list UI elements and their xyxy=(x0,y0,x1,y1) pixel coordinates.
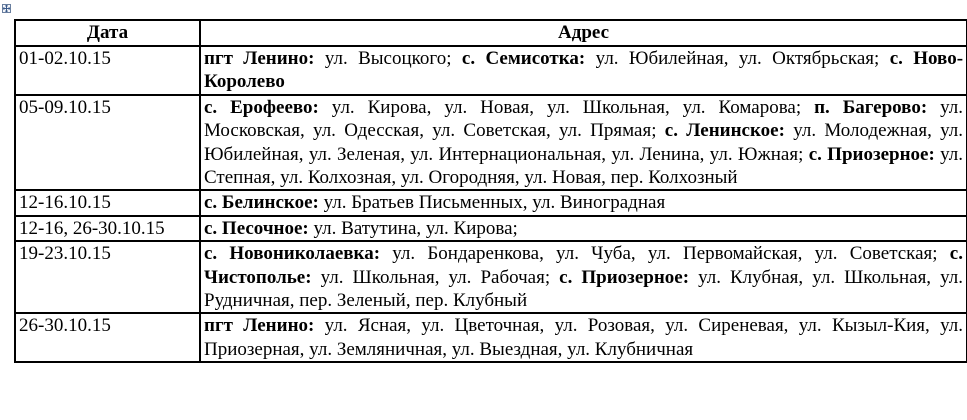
settlement-name: пгт Ленино: xyxy=(204,315,315,337)
date-cell: 05-09.10.15 xyxy=(15,95,200,191)
date-cell: 12-16, 26-30.10.15 xyxy=(15,216,200,241)
settlement-name: с. Приозерное: xyxy=(808,143,935,165)
settlement-name: с. Белинское: xyxy=(204,192,319,214)
street-list: ул. Высоцкого; xyxy=(314,48,462,69)
table-row xyxy=(15,241,967,313)
table-header-row xyxy=(15,20,967,46)
settlement-name: с. Ерофеево: xyxy=(204,96,319,118)
schedule-table xyxy=(14,19,967,363)
settlement-name: с. Приозерное: xyxy=(559,266,690,288)
table-row xyxy=(15,95,967,191)
address-cell xyxy=(200,190,967,215)
settlement-name: с. Семисотка: xyxy=(461,48,586,69)
header-date: Дата xyxy=(15,20,200,46)
street-list: ул. Молодежная, ул. Юбилейная, ул. Зеленая, ул. Интернациональная, ул. Ленина, ул. Южная; xyxy=(204,120,963,165)
address-cell xyxy=(200,216,967,241)
street-list: ул. Кирова, ул. Новая, ул. Школьная, ул. Комарова; xyxy=(318,96,815,118)
street-list: ул. Ясная, ул. Цветочная, ул. Розовая, ул. Сиреневая, ул. Кызыл-Кия, ул. Приозерная, ул. Земляничная, ул. Выездная, ул. Клубничная xyxy=(204,315,963,360)
date-cell: 26-30.10.15 xyxy=(15,313,200,362)
address-cell xyxy=(200,95,967,191)
street-list: ул. Юбилейная, ул. Октябрьская; xyxy=(585,48,890,69)
street-list: ул. Ватутина, ул. Кирова; xyxy=(308,217,518,239)
street-list: ул. Бондаренкова, ул. Чуба, ул. Первомайская, ул. Советская; xyxy=(380,243,950,265)
table-row xyxy=(15,46,967,95)
four-arrows-icon xyxy=(3,5,10,12)
settlement-name: с. Чистополье: xyxy=(204,243,963,288)
address-cell xyxy=(200,241,967,313)
street-list: ул. Степная, ул. Колхозная, ул. Огородняя, ул. Новая, пер. Колхозный xyxy=(204,143,964,189)
table-row xyxy=(15,190,967,215)
address-cell xyxy=(200,46,967,95)
street-list: ул. Клубная, ул. Школьная, ул. Рудничная, пер. Зеленый, пер. Клубный xyxy=(204,266,963,312)
address-cell xyxy=(200,313,967,362)
settlement-name: пгт Ленино: xyxy=(204,48,315,69)
table-move-handle-icon[interactable] xyxy=(2,4,11,13)
table-row xyxy=(15,216,967,241)
date-cell: 19-23.10.15 xyxy=(15,241,200,313)
street-list: ул. Московская, ул. Одесская, ул. Советская, ул. Прямая; xyxy=(204,96,963,142)
settlement-name: п. Багерово: xyxy=(814,96,928,118)
settlement-name: с. Новониколаевка: xyxy=(204,243,381,265)
street-list: ул. Братьев Письменных, ул. Виноградная xyxy=(318,192,666,214)
table-body xyxy=(15,46,967,362)
date-cell: 01-02.10.15 xyxy=(15,46,200,95)
header-address: Адрес xyxy=(200,20,967,46)
street-list: ул. Школьная, ул. Рабочая; xyxy=(311,266,560,288)
date-cell: 12-16.10.15 xyxy=(15,190,200,215)
table-row xyxy=(15,313,967,362)
settlement-name: с. Ново-Королево xyxy=(204,48,964,93)
settlement-name: с. Ленинское: xyxy=(664,120,785,142)
settlement-name: с. Песочное: xyxy=(204,217,309,239)
